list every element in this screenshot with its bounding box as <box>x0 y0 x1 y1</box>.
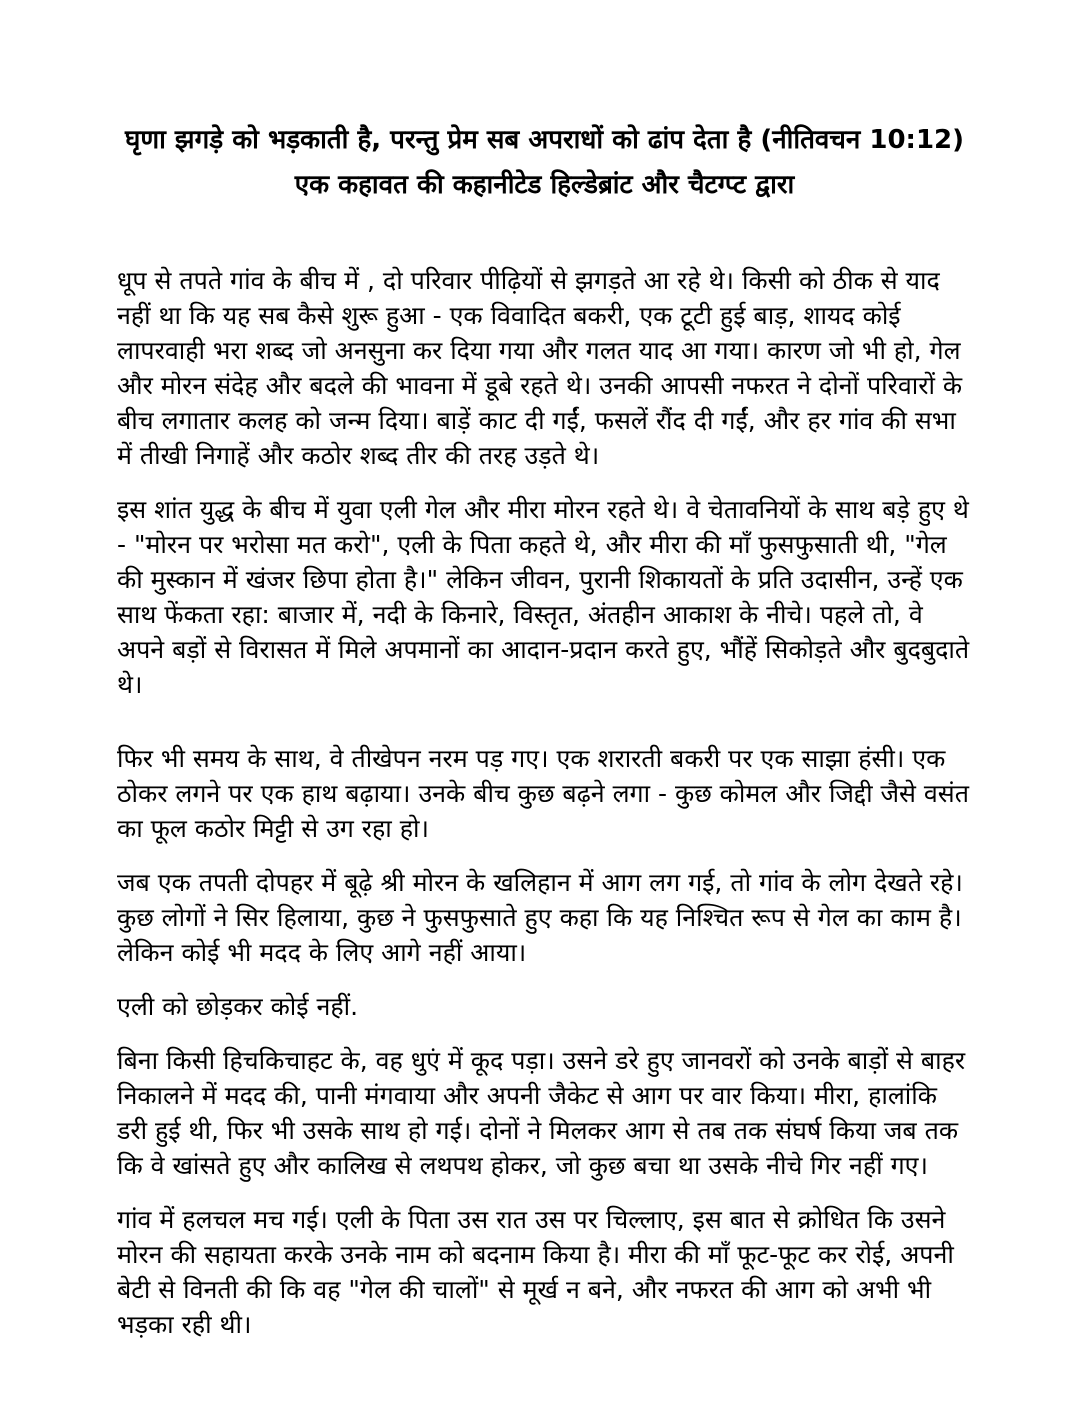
document-title <box>117 118 972 208</box>
story-paragraph-1: धूप से तपते गांव के बीच में , दो परिवार पीढ़ियों से झगड़ते आ रहे थे। किसी को ठीक से याद नहीं था कि यह सब कैसे शुरू हुआ - एक विवादित बकरी, एक टूटी हुई बाड़, शायद कोई लापरवाही भरा शब्द जो अनसुना कर दिया गया और गलत याद आ गया। कारण जो भी हो, गेल और मोरन संदेह और बदले की भावना में डूबे रहते थे। उनकी आपसी नफरत ने दोनों परिवारों के बीच लगातार कलह को जन्म दिया। बाड़ें काट दी गईं, फसलें रौंद दी गईं, और हर गांव की सभा में तीखी निगाहें और कठोर शब्द तीर की तरह उड़ते थे। <box>117 266 963 470</box>
document-title-line-1: घृणा झगड़े को भड़काती है, परन्तु प्रेम सब अपराधों को ढांप देता है (नीतिवचन 10:12) <box>124 125 965 155</box>
document-title-line-2: एक कहावत की कहानीटेड हिल्डेब्रांट और चैटग्प्ट द्वारा <box>294 170 795 200</box>
document-body <box>117 263 972 1342</box>
story-paragraph-2: इस शांत युद्ध के बीच में युवा एली गेल और मीरा मोरन रहते थे। वे चेतावनियों के साथ बड़े हुए थे - "मोरन पर भरोसा मत करो", एली के पिता कहते थे, और मीरा की माँ फुसफुसाती थी, "गेल की मुस्कान में खंजर छिपा होता है।" लेकिन जीवन, पुरानी शिकायतों के प्रति उदासीन, उन्हें एक साथ फेंकता रहा: बाजार में, नदी के किनारे, विस्तृत, अंतहीन आकाश के नीचे। पहले तो, वे अपने बड़ों से विरासत में मिले अपमानों का आदान-प्रदान करते हुए, भौंहें सिकोड़ते और बुदबुदाते थे। <box>117 495 970 699</box>
story-paragraph-5: एली को छोड़कर कोई नहीं. <box>117 992 359 1021</box>
story-paragraph-7: गांव में हलचल मच गई। एली के पिता उस रात उस पर चिल्लाए, इस बात से क्रोधित कि उसने मोरन की सहायता करके उनके नाम को बदनाम किया है। मीरा की माँ फूट-फूट कर रोई, अपनी बेटी से विनती की कि वह "गेल की चालों" से मूर्ख न बने, और नफरत की आग को अभी भी भड़का रही थी। <box>117 1205 954 1339</box>
story-paragraph-3: फिर भी समय के साथ, वे तीखेपन नरम पड़ गए। एक शरारती बकरी पर एक साझा हंसी। एक ठोकर लगने पर एक हाथ बढ़ाया। उनके बीच कुछ बढ़ने लगा - कुछ कोमल और जिद्दी जैसे वसंत का फूल कठोर मिट्टी से उग रहा हो। <box>117 744 969 843</box>
story-paragraph-4: जब एक तपती दोपहर में बूढ़े श्री मोरन के खलिहान में आग लग गई, तो गांव के लोग देखते रहे। कुछ लोगों ने सिर हिलाया, कुछ ने फुसफुसाते हुए कहा कि यह निश्चित रूप से गेल का काम है। लेकिन कोई भी मदद के लिए आगे नहीं आया। <box>117 868 963 967</box>
story-paragraph-6: बिना किसी हिचकिचाहट के, वह धुएं में कूद पड़ा। उसने डरे हुए जानवरों को उनके बाड़ों से बाहर निकालने में मदद की, पानी मंगवाया और अपनी जैकेट से आग पर वार किया। मीरा, हालांकि डरी हुई थी, फिर भी उसके साथ हो गई। दोनों ने मिलकर आग से तब तक संघर्ष किया जब तक कि वे खांसते हुए और कालिख से लथपथ होकर, जो कुछ बचा था उसके नीचे गिर नहीं गए। <box>117 1046 966 1180</box>
